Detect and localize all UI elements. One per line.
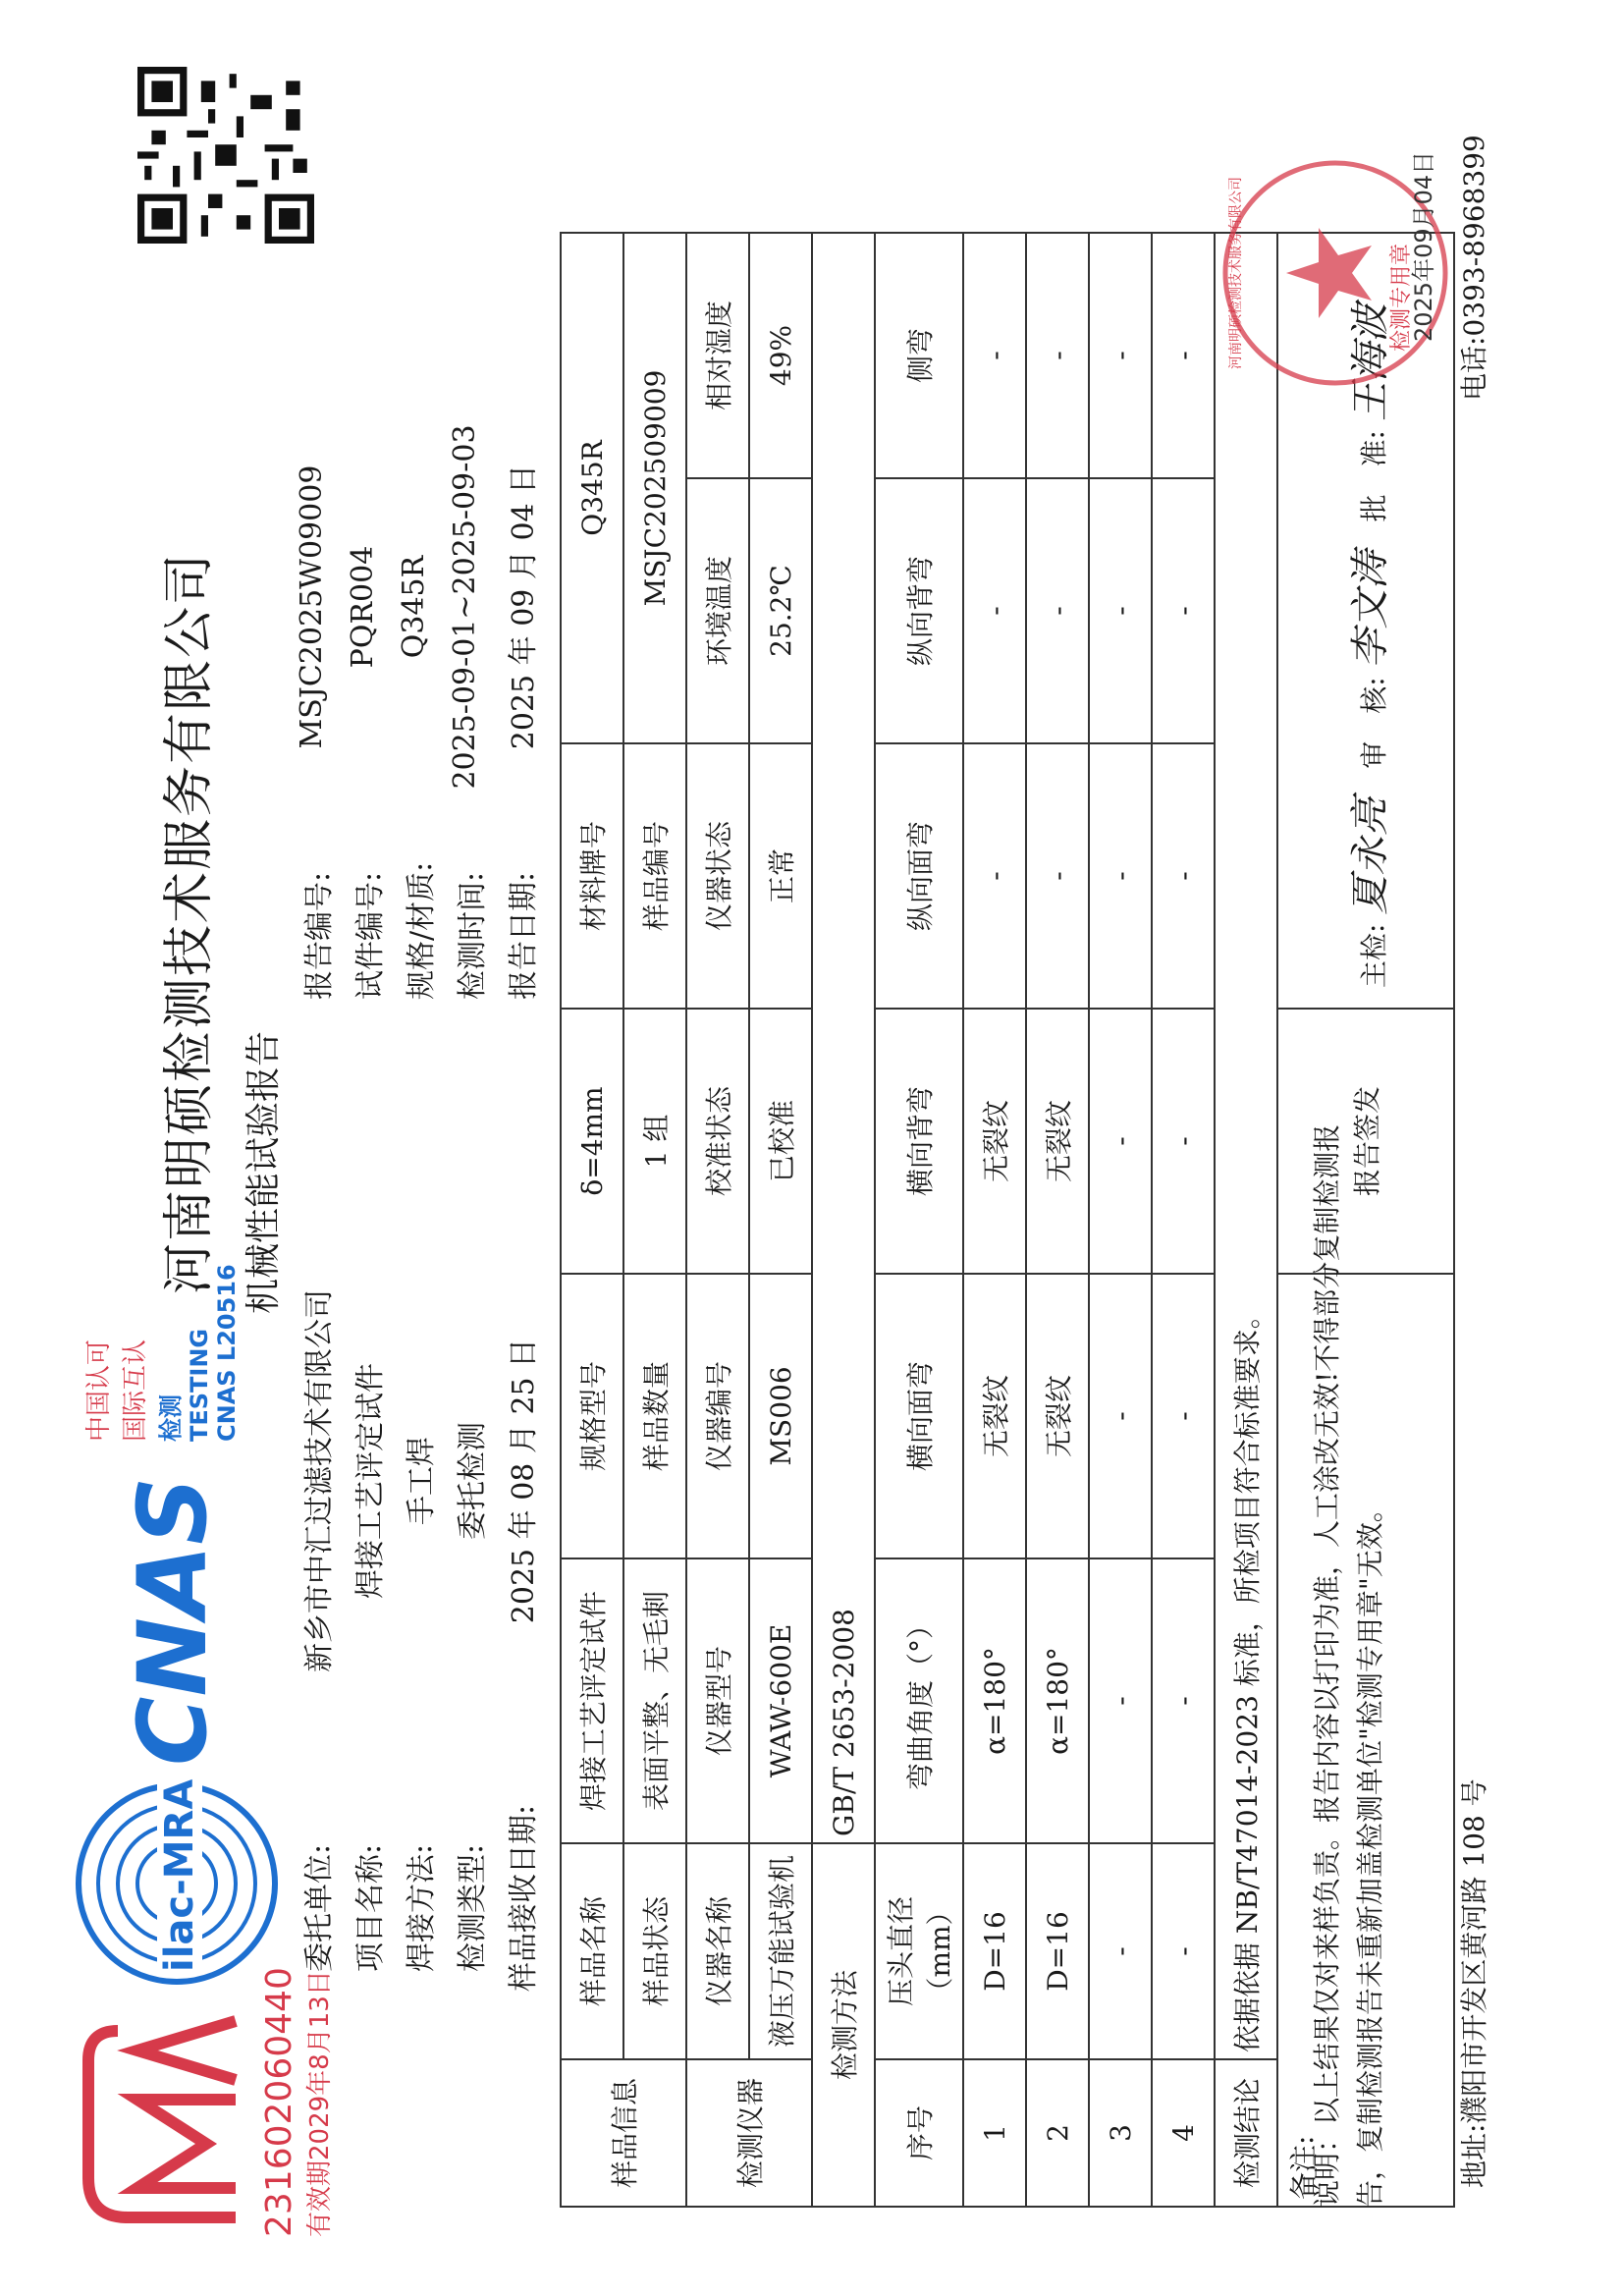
table-cell: WAW-600E xyxy=(749,1558,812,1843)
table-cell: - xyxy=(1152,743,1215,1009)
recv-value: 2025 年 08 月 25 日 xyxy=(507,1338,541,1624)
col-header: 纵向背弯 xyxy=(875,478,963,743)
report-no-value: MSJC2025W09009 xyxy=(295,465,329,749)
col-header: 弯曲角度（°） xyxy=(875,1558,963,1843)
table-row xyxy=(963,233,1026,2207)
project-label: 项目名称: xyxy=(353,1843,388,1972)
ilac-mra-logo xyxy=(69,1776,285,1992)
inspector-signature: 夏永亮 xyxy=(1348,796,1393,915)
cnas-recognition: 中国认可 xyxy=(84,1339,114,1442)
main-inspector-label: 主检: xyxy=(1358,923,1390,988)
header-right xyxy=(295,312,550,1000)
qr-code-icon xyxy=(137,67,314,244)
table-cell: Q345R xyxy=(561,233,623,743)
table-row xyxy=(1026,233,1089,2207)
cma-logo xyxy=(59,1967,335,2237)
type-value: 委托检测 xyxy=(456,1422,490,1540)
table-cell: - xyxy=(1152,1009,1215,1274)
weld-value: 手工焊 xyxy=(405,1437,439,1525)
table-cell: - xyxy=(1152,1274,1215,1558)
approver-label: 批 准: xyxy=(1358,430,1390,522)
table-row xyxy=(623,233,686,2207)
table-cell: - xyxy=(963,743,1026,1009)
table-cell: - xyxy=(1089,1843,1152,2059)
spec-label: 规格/材质: xyxy=(405,861,439,1000)
table-cell: - xyxy=(963,233,1026,478)
table-cell: - xyxy=(1152,1558,1215,1843)
table-cell: - xyxy=(1026,478,1089,743)
spec-value: Q345R xyxy=(397,555,431,659)
table-cell: 仪器名称 xyxy=(686,1843,749,2059)
method-label: 检测方法 xyxy=(812,1843,875,2207)
table-cell: 样品编号 xyxy=(623,743,686,1009)
col-header: 侧弯 xyxy=(875,233,963,478)
table-cell: 25.2℃ xyxy=(749,478,812,743)
table-row xyxy=(1215,233,1277,2207)
table-cell: - xyxy=(1026,233,1089,478)
specimen-no-value: PQR004 xyxy=(346,545,380,669)
table-cell: 3 xyxy=(1089,2059,1152,2207)
table-cell: 2 xyxy=(1026,2059,1089,2207)
table-row xyxy=(561,233,623,2207)
type-label: 检测类型: xyxy=(456,1843,490,1972)
table-cell: 环境温度 xyxy=(686,478,749,743)
col-header: 压头直径（mm） xyxy=(875,1843,963,2059)
table-cell: 49% xyxy=(749,233,812,478)
sign-label: 报告签发 xyxy=(1277,1009,1454,1274)
reviewer-label: 审 核: xyxy=(1358,677,1390,769)
cnas-logo xyxy=(88,1451,285,1766)
report-no-label: 报告编号: xyxy=(302,871,337,1000)
company-name: 河南明硕检测技术服务有限公司 xyxy=(160,551,219,1294)
address: 地址:濮阳市开发区黄河路 108 号 xyxy=(1458,1778,1490,2188)
table-cell: MSJC202509009 xyxy=(623,233,686,743)
project-value: 焊接工艺评定试件 xyxy=(353,1363,388,1599)
date-value: 2025 年 09 月 04 日 xyxy=(507,464,541,750)
cma-mark-icon xyxy=(59,2011,255,2237)
table-cell: 表面平整、无毛刺 xyxy=(623,1558,686,1843)
table-cell: 仪器型号 xyxy=(686,1558,749,1843)
cnas-number: CNAS L20516 xyxy=(213,1264,241,1442)
col-header: 横向面弯 xyxy=(875,1274,963,1558)
table-cell: - xyxy=(1026,743,1089,1009)
table-row xyxy=(1152,233,1215,2207)
table-row xyxy=(749,233,812,2207)
table-cell: 4 xyxy=(1152,2059,1215,2207)
conclusion-label: 检测结论 xyxy=(1215,2059,1277,2207)
ilac-text: ilac-MRA xyxy=(157,1778,202,1972)
table-row xyxy=(1089,233,1152,2207)
note-line-2: 告，复制检测报告未重新加盖检测单位"检测专用章"无效。 xyxy=(1354,1495,1386,2208)
table-cell: D=16 xyxy=(1026,1843,1089,2059)
table-cell: - xyxy=(1152,233,1215,478)
client-value: 新乡市中汇过滤技术有限公司 xyxy=(302,1289,337,1672)
table-cell: D=16 xyxy=(963,1843,1026,2059)
table-row xyxy=(812,233,875,2207)
table-cell: 规格型号 xyxy=(561,1274,623,1558)
seal-text: 检测专用章 xyxy=(1389,243,1414,352)
table-cell: 样品名称 xyxy=(561,1843,623,2059)
approver-signature: 王海波 xyxy=(1348,303,1393,422)
table-cell: 无裂纹 xyxy=(1026,1009,1089,1274)
reviewer-signature: 李文涛 xyxy=(1348,550,1393,669)
date-label: 报告日期: xyxy=(507,871,541,1000)
table-cell: - xyxy=(1089,743,1152,1009)
recv-label: 样品接收日期: xyxy=(507,1804,541,1992)
table-cell: - xyxy=(1089,478,1152,743)
weld-label: 焊接方法: xyxy=(405,1843,439,1972)
table-cell: - xyxy=(1089,1009,1152,1274)
instrument-label: 检测仪器 xyxy=(686,2059,812,2207)
table-cell: 仪器状态 xyxy=(686,743,749,1009)
phone: 电话:0393-8968399 xyxy=(1458,135,1490,401)
remarks-label: 备注: xyxy=(1287,2135,1320,2200)
table-cell: 液压万能试验机 xyxy=(749,1843,812,2059)
table-cell: 仪器编号 xyxy=(686,1274,749,1558)
table-cell: MS006 xyxy=(749,1274,812,1558)
time-label: 检测时间: xyxy=(456,871,490,1000)
table-cell: α=180° xyxy=(1026,1558,1089,1843)
cnas-mutual: 国际互认 xyxy=(121,1339,150,1442)
table-cell: 无裂纹 xyxy=(963,1009,1026,1274)
seal-date: 2025年09月04日 xyxy=(1410,150,1437,342)
table-cell: - xyxy=(1089,1558,1152,1843)
header-left xyxy=(295,1088,550,1992)
table-cell: 校准状态 xyxy=(686,1009,749,1274)
cnas-testing-cn: 检测 xyxy=(157,1394,185,1442)
cnas-testing-en: TESTING xyxy=(186,1328,213,1442)
sample-info-label: 样品信息 xyxy=(561,2059,686,2207)
table-cell: 焊接工艺评定试件 xyxy=(561,1558,623,1843)
note-line-1: 说明：以上结果仅对来样负责。报告内容以打印为准，人工涂改无效!不得部分复制检测报 xyxy=(1311,1123,1343,2208)
specimen-no-label: 试件编号: xyxy=(353,871,388,1000)
conclusion-value: 依据依据 NB/T47014-2023 标准，所检项目符合标准要求。 xyxy=(1215,233,1277,2059)
time-value: 2025-09-01~2025-09-03 xyxy=(448,424,482,790)
table-cell: 无裂纹 xyxy=(963,1274,1026,1558)
seal-ring-text: 河南明硕检测技术服务有限公司 xyxy=(1228,177,1244,369)
cma-validity: 有效期2029年8月13日 xyxy=(305,1970,335,2237)
table-cell: - xyxy=(963,478,1026,743)
table-row xyxy=(686,233,749,2207)
footer-note xyxy=(1306,234,1392,2208)
table-cell: 样品数量 xyxy=(623,1274,686,1558)
table-cell: 无裂纹 xyxy=(1026,1274,1089,1558)
table-cell: 1 xyxy=(963,2059,1026,2207)
table-cell: 已校准 xyxy=(749,1009,812,1274)
table-cell: - xyxy=(1089,1274,1152,1558)
table-cell: α=180° xyxy=(963,1558,1026,1843)
table-cell: δ=4mm xyxy=(561,1009,623,1274)
report-title: 机械性能试验报告 xyxy=(243,1030,284,1314)
col-header: 纵向面弯 xyxy=(875,743,963,1009)
table-cell: 材料牌号 xyxy=(561,743,623,1009)
table-cell: - xyxy=(1152,1843,1215,2059)
table-cell: 正常 xyxy=(749,743,812,1009)
col-header: 序号 xyxy=(875,2059,963,2207)
table-cell: - xyxy=(1089,233,1152,478)
table-cell: - xyxy=(1152,478,1215,743)
client-label: 委托单位: xyxy=(302,1843,337,1972)
cma-number: 231602060440 xyxy=(259,1967,299,2237)
method-value: GB/T 2653-2008 xyxy=(812,233,875,1843)
cnas-logo-text: CNAS xyxy=(118,1476,228,1766)
col-header: 横向背弯 xyxy=(875,1009,963,1274)
table-cell: 1 组 xyxy=(623,1009,686,1274)
table-cell: 样品状态 xyxy=(623,1843,686,2059)
table-header-row xyxy=(875,233,963,2207)
table-cell: 相对湿度 xyxy=(686,233,749,478)
